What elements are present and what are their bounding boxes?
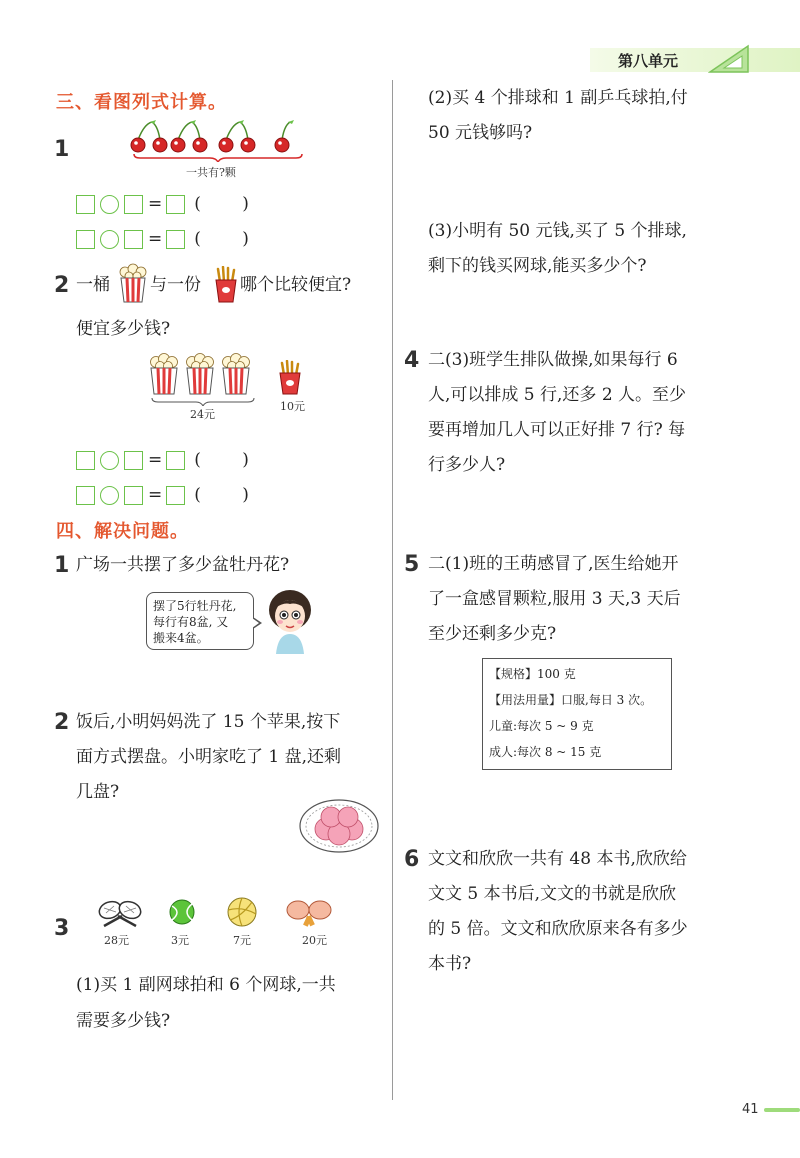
s4-q3-p1-line: 需要多少钱? xyxy=(76,1011,171,1031)
s3-q2-text-c: 哪个比较便宜? xyxy=(240,275,352,295)
s4-q3-number: 3 xyxy=(54,916,70,941)
equals-sign: = xyxy=(148,450,163,470)
apple-plate-icon xyxy=(298,796,380,854)
price-tennis-ball: 3元 xyxy=(171,934,189,947)
girl-avatar-icon xyxy=(266,588,314,654)
s4-q3-p1-line: (1)买 1 副网球拍和 6 个网球,一共 xyxy=(76,975,336,995)
speech-bubble xyxy=(146,592,254,650)
equals-sign: = xyxy=(148,485,163,505)
answer-box[interactable] xyxy=(76,486,95,505)
answer-box[interactable] xyxy=(124,230,143,249)
s4-q5-number: 5 xyxy=(404,552,420,577)
unit-label: 第八单元 xyxy=(618,52,679,70)
popcorn-group-icon xyxy=(148,352,258,406)
unit-paren: ( ) xyxy=(194,194,267,214)
s3-q2-text-b: 与一份 xyxy=(150,275,201,295)
answer-box[interactable] xyxy=(124,486,143,505)
s4-q3-p3-line: 剩下的钱买网球,能买多少个? xyxy=(428,256,647,276)
s4-q6-line: 本书? xyxy=(428,954,472,974)
unit-tag xyxy=(590,44,800,76)
s4-q6-line: 的 5 倍。文文和欣欣原来各有多少 xyxy=(428,919,688,939)
spec-line: 【规格】100 克 xyxy=(489,667,576,681)
s3-q2-equation-2 xyxy=(76,484,267,506)
unit-paren: ( ) xyxy=(194,229,267,249)
fries-small-icon xyxy=(278,360,302,396)
s4-q6-number: 6 xyxy=(404,847,420,872)
operator-circle[interactable] xyxy=(100,195,119,214)
bubble-line: 摆了5行牡丹花, xyxy=(153,599,237,613)
popcorn-icon xyxy=(118,262,148,304)
unit-paren: ( ) xyxy=(194,450,267,470)
s4-q5-line: 了一盒感冒颗粒,服用 3 天,3 天后 xyxy=(428,589,681,609)
price-pingpong-paddle: 20元 xyxy=(302,934,327,947)
s3-q1-number: 1 xyxy=(54,137,70,162)
s4-q4-line: 二(3)班学生排队做操,如果每行 6 xyxy=(428,350,678,370)
answer-box[interactable] xyxy=(124,451,143,470)
answer-box[interactable] xyxy=(166,451,185,470)
s4-q2-line: 面方式摆盘。小明家吃了 1 盘,还剩 xyxy=(76,747,342,767)
bubble-line: 搬来4盆。 xyxy=(153,631,209,645)
operator-circle[interactable] xyxy=(100,451,119,470)
tennis-racket-icon xyxy=(96,898,144,928)
operator-circle[interactable] xyxy=(100,230,119,249)
s4-q3-p3-line: (3)小明有 50 元钱,买了 5 个排球, xyxy=(428,221,687,241)
s4-q4-number: 4 xyxy=(404,348,420,373)
s3-q2-text-line2: 便宜多少钱? xyxy=(76,319,171,339)
s3-q1-caption: 一共有?颗 xyxy=(186,166,236,179)
s4-q6-line: 文文和欣欣一共有 48 本书,欣欣给 xyxy=(428,849,687,869)
s4-q3-p2-line: (2)买 4 个排球和 1 副乒乓球拍,付 xyxy=(428,88,688,108)
page-number-bar xyxy=(764,1108,800,1112)
answer-box[interactable] xyxy=(76,451,95,470)
price-tennis-racket: 28元 xyxy=(104,934,129,947)
equals-sign: = xyxy=(148,194,163,214)
cherries-icon xyxy=(130,118,306,162)
s3-q2-equation-1 xyxy=(76,449,267,471)
medicine-spec-box xyxy=(482,658,672,770)
pingpong-paddle-icon xyxy=(284,898,334,928)
s4-q2-line: 几盘? xyxy=(76,782,120,802)
s4-q4-line: 人,可以排成 5 行,还多 2 人。至少 xyxy=(428,385,687,405)
answer-box[interactable] xyxy=(124,195,143,214)
price-volleyball: 7元 xyxy=(233,934,251,947)
s4-q5-line: 至少还剩多少克? xyxy=(428,624,557,644)
operator-circle[interactable] xyxy=(100,486,119,505)
s4-q4-line: 行多少人? xyxy=(428,455,506,475)
section4-title: 四、解决问题。 xyxy=(56,521,189,542)
answer-box[interactable] xyxy=(76,195,95,214)
s4-q2-line: 饭后,小明妈妈洗了 15 个苹果,按下 xyxy=(76,712,341,732)
answer-box[interactable] xyxy=(166,486,185,505)
volleyball-icon xyxy=(226,896,258,928)
spec-line: 儿童:每次 5 ~ 9 克 xyxy=(489,719,594,733)
s4-q5-line: 二(1)班的王萌感冒了,医生给她开 xyxy=(428,554,679,574)
column-divider xyxy=(392,80,393,1100)
price-fries: 10元 xyxy=(280,400,305,413)
s3-q2-text-a: 一桶 xyxy=(76,275,110,295)
s4-q6-line: 文文 5 本书后,文文的书就是欣欣 xyxy=(428,884,677,904)
s3-q2-number: 2 xyxy=(54,273,70,298)
answer-box[interactable] xyxy=(166,230,185,249)
price-popcorn: 24元 xyxy=(190,408,215,421)
fries-icon xyxy=(214,266,238,304)
answer-box[interactable] xyxy=(76,230,95,249)
tennis-ball-icon xyxy=(168,898,196,926)
s3-q1-equation-1 xyxy=(76,193,267,215)
section3-title: 三、看图列式计算。 xyxy=(56,92,227,113)
answer-box[interactable] xyxy=(166,195,185,214)
equals-sign: = xyxy=(148,229,163,249)
s4-q2-number: 2 xyxy=(54,710,70,735)
s4-q3-p2-line: 50 元钱够吗? xyxy=(428,123,533,143)
bubble-line: 每行有8盆, 又 xyxy=(153,615,229,629)
spec-line: 【用法用量】口服,每日 3 次。 xyxy=(489,693,653,707)
triangle-ruler-icon xyxy=(708,44,752,74)
s4-q1-text: 广场一共摆了多少盆牡丹花? xyxy=(76,555,290,575)
s4-q4-line: 要再增加几人可以正好排 7 行? 每 xyxy=(428,420,686,440)
unit-paren: ( ) xyxy=(194,485,267,505)
page-number: 41 xyxy=(742,1102,759,1117)
spec-line: 成人:每次 8 ~ 15 克 xyxy=(489,745,602,759)
s3-q1-equation-2 xyxy=(76,228,267,250)
s4-q1-number: 1 xyxy=(54,553,70,578)
